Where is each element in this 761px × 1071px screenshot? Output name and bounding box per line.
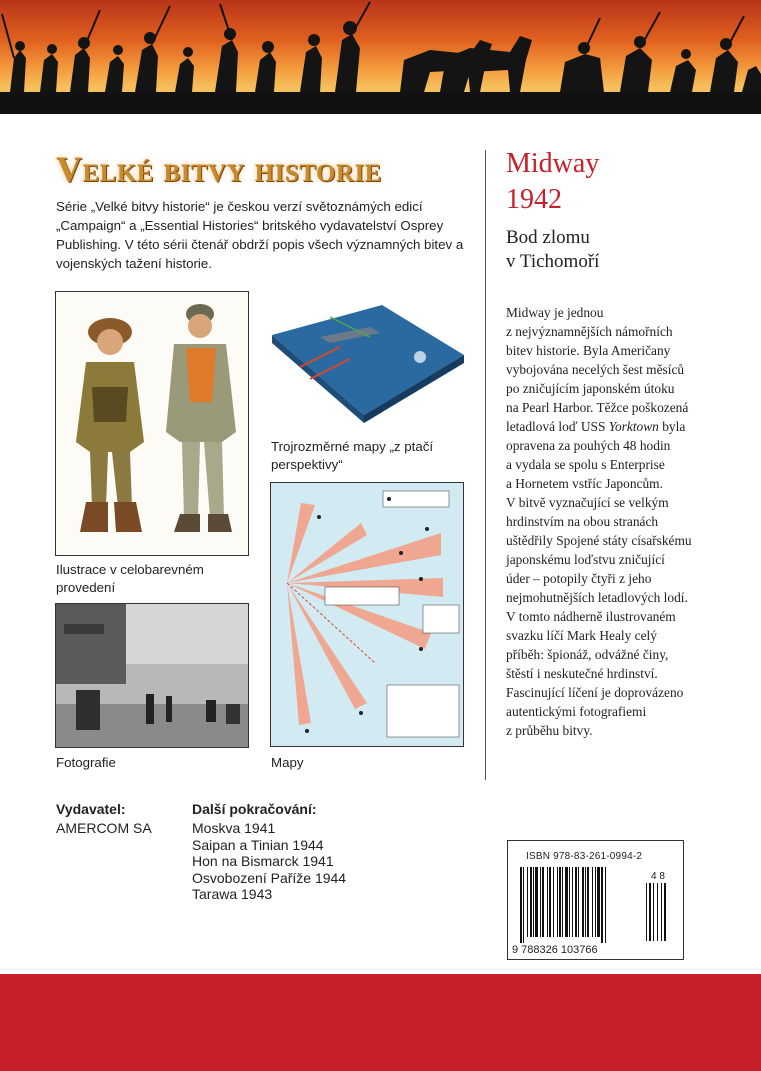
barcode-addon-bar	[657, 883, 658, 941]
barcode-addon-bar	[664, 883, 666, 941]
book-subtitle	[506, 226, 599, 274]
barcode-addon-bar	[653, 883, 654, 941]
barcode-bar	[605, 867, 606, 943]
barcode-bar	[587, 867, 589, 937]
barcode-box	[507, 840, 684, 960]
illustration-caption-line2: provedení	[56, 580, 116, 595]
publisher-label: Vydavatel:	[56, 801, 126, 817]
battle-silhouette-image	[0, 0, 761, 114]
photo-caption: Fotografie	[56, 755, 116, 770]
map3d-caption-line2: perspektivy“	[271, 457, 343, 472]
barcode-bar	[575, 867, 577, 937]
barcode-bar	[559, 867, 561, 937]
map3d-caption-line1: Trojrozměrné mapy „z ptačí	[271, 439, 434, 454]
book-title-line2: 1942	[506, 184, 562, 215]
book-title	[506, 146, 599, 218]
description-line: Midway je jednou	[506, 305, 604, 320]
barcode-bar	[592, 867, 593, 937]
series-title: Velké bitvy historie	[56, 149, 382, 189]
barcode-bar	[520, 867, 522, 943]
maps-caption: Mapy	[271, 755, 304, 770]
next-titles-list	[192, 820, 346, 903]
description-line: a vydala se spolu s Enterprise	[506, 457, 665, 472]
barcode-bar	[585, 867, 586, 937]
barcode-bar	[565, 867, 568, 937]
description-line-ship: letadlová loď USS Yorktown byla	[506, 419, 686, 434]
description-line: V bitvě vyznačující se velkým	[506, 495, 669, 510]
barcode-image	[508, 841, 683, 959]
barcode-bar	[553, 867, 554, 937]
next-title-item: Moskva 1941	[192, 820, 276, 836]
description-line: Fascinující líčení je doprovázeno	[506, 685, 684, 700]
description-line: opravena za pouhých 48 hodin	[506, 438, 671, 453]
series-intro: Série „Velké bitvy historie“ je českou verzí světoznámých edicí „Campaign“ a „Essential Histories“ britského vydavatelství Osprey Publishing. V této sérii čtenář obdrží popis všech významných bitev a vojenských tažení historie.	[56, 199, 464, 271]
next-title-item: Hon na Bismarck 1941	[192, 853, 334, 869]
barcode-addon-digits: 4 8	[651, 871, 665, 882]
description-line: z průběhu bitvy.	[506, 723, 593, 738]
publisher-name: AMERCOM SA	[56, 820, 152, 836]
next-titles-label: Další pokračování:	[192, 801, 317, 817]
description-line: a Hornetem vstříc Japoncům.	[506, 476, 663, 491]
book-subtitle-line1: Bod zlomu	[506, 227, 590, 248]
barcode-digits: 9 788326 103766	[512, 944, 598, 956]
barcode-bar	[562, 867, 563, 937]
description-line: svazku líčí Mark Healy celý	[506, 628, 657, 643]
next-title-item: Tarawa 1943	[192, 886, 273, 902]
barcode-addon-bar	[646, 883, 647, 941]
barcode-bar	[549, 867, 551, 937]
book-description	[506, 303, 736, 740]
maps-image	[270, 482, 464, 747]
barcode-bar	[601, 867, 603, 943]
barcode-bar	[530, 867, 532, 937]
barcode-bar	[523, 867, 524, 943]
book-title-line1: Midway	[506, 148, 600, 179]
column-divider	[485, 150, 486, 780]
barcode-bar	[582, 867, 584, 937]
next-title-item: Osvobození Paříže 1944	[192, 869, 347, 886]
description-line: bitev historie. Byla Američany	[506, 343, 671, 358]
top-banner	[0, 0, 761, 114]
barcode-bar	[527, 867, 528, 937]
description-line: na Pearl Harbor. Těžce poškozená	[506, 400, 689, 415]
barcode-bar	[535, 867, 538, 937]
description-line: V tomto nádherně ilustrovaném	[506, 609, 676, 624]
description-line: vybojována necelých šest měsíců	[506, 362, 685, 377]
description-line: štěstí i neskutečné hrdinství.	[506, 666, 658, 681]
description-line: uštědřily Spojené státy císařskému	[506, 533, 692, 548]
map3d-caption	[271, 438, 433, 474]
description-line: po zničujícím japonském útoku	[506, 381, 675, 396]
barcode-bar	[597, 867, 600, 937]
description-line: hrdinstvím na obou stranách	[506, 514, 659, 529]
barcode-bar	[540, 867, 541, 937]
barcode-addon-bar	[649, 883, 651, 941]
book-subtitle-line2: v Tichomoří	[506, 251, 600, 272]
description-line: nejmohutnějších letadlových lodí.	[506, 590, 688, 605]
barcode-bar	[572, 867, 573, 937]
barcode-bar	[542, 867, 544, 937]
isbn-text: ISBN 978-83-261-0994-2	[526, 851, 643, 862]
3d-map-image	[270, 297, 466, 424]
illustration-caption-line1: Ilustrace v celobarevném	[56, 562, 204, 577]
barcode-bar	[569, 867, 570, 937]
barcode-bar	[595, 867, 596, 937]
barcode-bar	[578, 867, 579, 937]
barcode-bar	[533, 867, 534, 937]
next-title-item: Saipan a Tinian 1944	[192, 836, 324, 853]
description-line: japonskému loďstvu zničující	[506, 552, 665, 567]
barcode-bar	[557, 867, 558, 937]
description-line: z nejvýznamnějších námořních	[506, 324, 673, 339]
photo-image	[55, 603, 249, 748]
barcode-bar	[547, 867, 548, 937]
pilots-illustration-image	[55, 291, 249, 556]
description-line: úder – potopily čtyři z jeho	[506, 571, 652, 586]
bottom-red-band	[0, 974, 761, 1071]
description-line: autentickými fotografiemi	[506, 704, 647, 719]
description-line: příběh: špionáž, odvážné činy,	[506, 647, 669, 662]
barcode-addon-bar	[661, 883, 662, 941]
illustration-caption	[56, 561, 204, 597]
